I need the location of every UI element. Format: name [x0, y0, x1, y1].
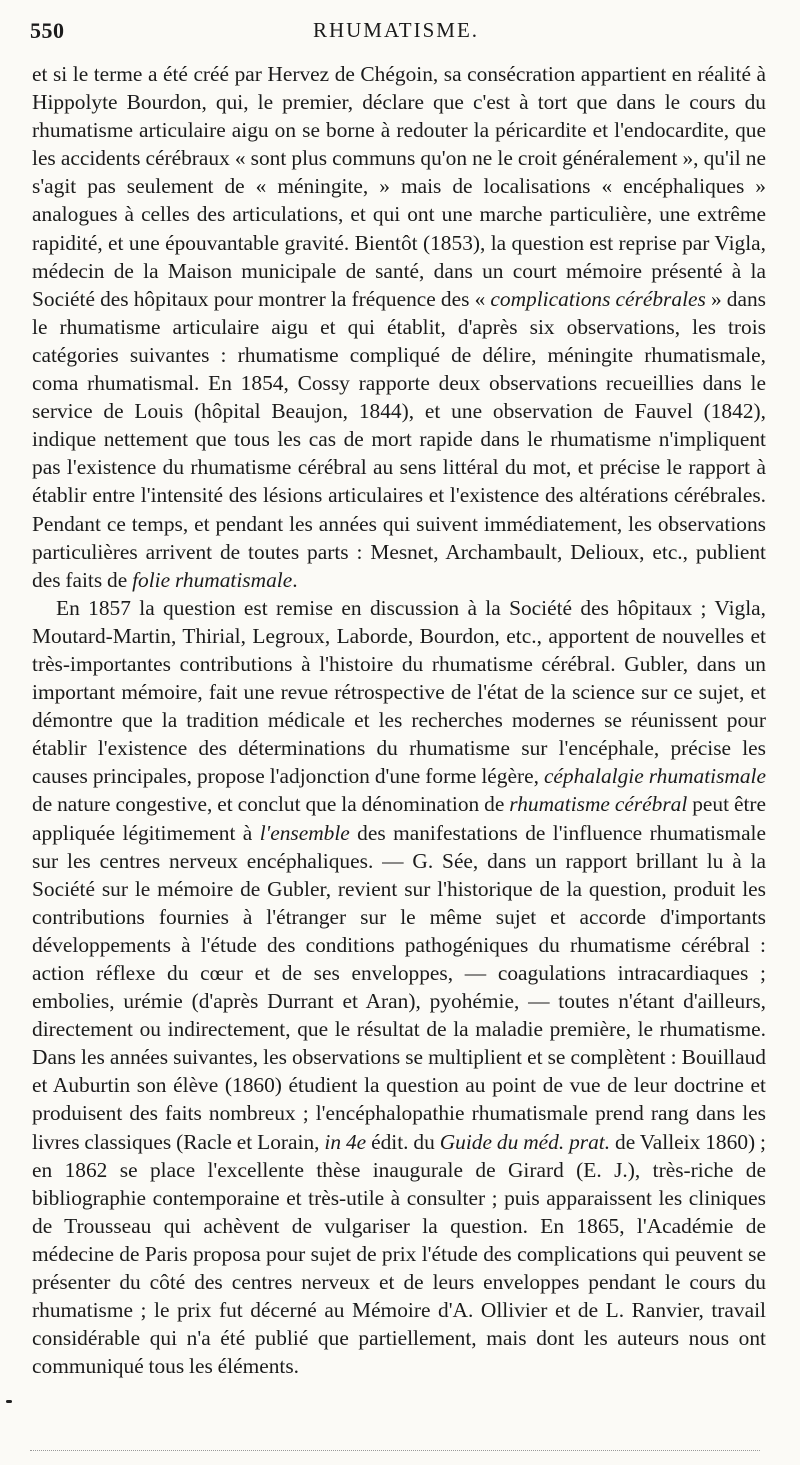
margin-mark — [6, 1400, 12, 1403]
running-title: RHUMATISME. — [312, 18, 480, 42]
page-number: 550 — [30, 18, 65, 43]
text-run: des manifestations de l'influence rhumatismale sur les centres nerveux encéphaliques. — G. Sée, dans un rapport brillant lu à la Société sur le mémoire de Gubler, revient sur l'historique de la question, produit les contributions fournies à l'étranger sur le même sujet et accorde d'importants développements à l'étude des conditions pathogéniques du rhumatisme cérébral : action réflexe du cœur et de ses enveloppes, — coagulations intracardiaques ; embolies, urémie (d'après Durrant et Aran), pyohémie, — toutes n'étant d'ailleurs, directement ou indirectement, que le résultat de la maladie première, le rhumatisme. Dans les années suivantes, les observations se multiplient et se complètent : Bouillaud et Auburtin son élève (1860) étudient la question au point de vue de leur doctrine et produisent des faits nombreux ; l'encéphalopathie rhumatismale prend rang dans les livres classiques (Racle et Lorain, — [32, 820, 766, 1154]
body-text — [32, 60, 766, 1380]
italic-run: céphalalgie rhumatismale — [543, 764, 766, 789]
text-run: peut être appliquée légitimement à — [32, 792, 767, 845]
text-run: de nature congestive, et conclut que la dénomination de — [32, 792, 510, 817]
text-run: . — [292, 567, 298, 592]
italic-run: in 4e — [324, 1129, 367, 1154]
running-head — [30, 18, 762, 48]
bottom-rule — [30, 1450, 760, 1451]
text-run: » dans le rhumatisme articulaire aigu et qui établit, d'après six observations, les trois catégories suivantes : rhumatisme compliqué de délire, méningite rhumatismale, coma rhumatismal. En 1854, Cossy rapporte deux observations recueillies dans le service de Louis (hôpital Beaujon, 1844), et une observation de Fauvel (1842), indique nettement que tous les cas de mort rapide dans le rhumatisme n'impliquent pas l'existence du rhumatisme cérébral au sens littéral du mot, et précise le rapport à établir entre l'intensité des lésions articulaires et l'existence des altérations cérébrales. Pendant ce temps, et pendant les années qui suivent immédiatement, les observations particulières arrivent de toutes parts : Mesnet, Archambault, Delioux, etc., publient des faits de — [32, 286, 767, 592]
italic-run: rhumatisme cérébral — [509, 792, 688, 817]
text-run: édit. du — [366, 1129, 440, 1154]
paragraph-2 — [32, 594, 766, 1381]
text-run: et si le terme a été créé par Hervez de Chégoin, sa consécration appartient en réalité à Hippolyte Bourdon, qui, le premier, déclare que c'est à tort que dans le cours du rhumatisme articulaire aigu on se borne à redouter la péricardite et l'endocardite, que les accidents cérébraux « sont plus communs qu'on ne le croit généralement », qu'il ne s'agit pas seulement de « méningite, » mais de localisations « encéphaliques » analogues à celles des articulations, et qui ont une marche particulière, une extrême rapidité, et une épouvantable gravité. Bientôt (1853), la question est reprise par Vigla, médecin de la Maison municipale de santé, dans un court mémoire présenté à la Société des hôpitaux pour montrer la fréquence des « — [32, 62, 766, 311]
italic-run: folie rhumatismale — [132, 567, 293, 592]
text-run: de Valleix 1860) ; en 1862 se place l'excellente thèse inaugurale de Girard (E. J.), très-riche de bibliographie contemporaine et très-utile à consulter ; puis apparaissent les cliniques de Trousseau qui achèvent de vulgariser la question. En 1865, l'Académie de médecine de Paris proposa pour sujet de prix l'étude des complications qui peuvent se présenter du côté des centres nerveux et de leurs enveloppes pendant le cours du rhumatisme ; le prix fut décerné au Mémoire d'A. Ollivier et de L. Ranvier, travail considérable qui n'a été publié que partiellement, mais dont les auteurs nous ont communiqué tous les éléments. — [32, 1129, 766, 1379]
italic-run: l'ensemble — [259, 820, 350, 845]
text-run: En 1857 la question est remise en discussion à la Société des hôpitaux ; Vigla, Moutard-Martin, Thirial, Legroux, Laborde, Bourdon, etc., apportent de nouvelles et très-importantes contributions à l'histoire du rhumatisme cérébral. Gubler, dans un important mémoire, fait une revue rétrospective de l'état de la science sur ce sujet, et démontre que la tradition médicale et les recherches modernes se réunissent pour établir l'existence des déterminations du rhumatisme sur l'encéphale, précise les causes principales, propose l'adjonction d'une forme légère, — [32, 595, 766, 789]
paragraph-1 — [32, 60, 766, 594]
italic-run: Guide du méd. prat. — [439, 1129, 611, 1154]
italic-run: complications cérébrales — [490, 286, 706, 311]
